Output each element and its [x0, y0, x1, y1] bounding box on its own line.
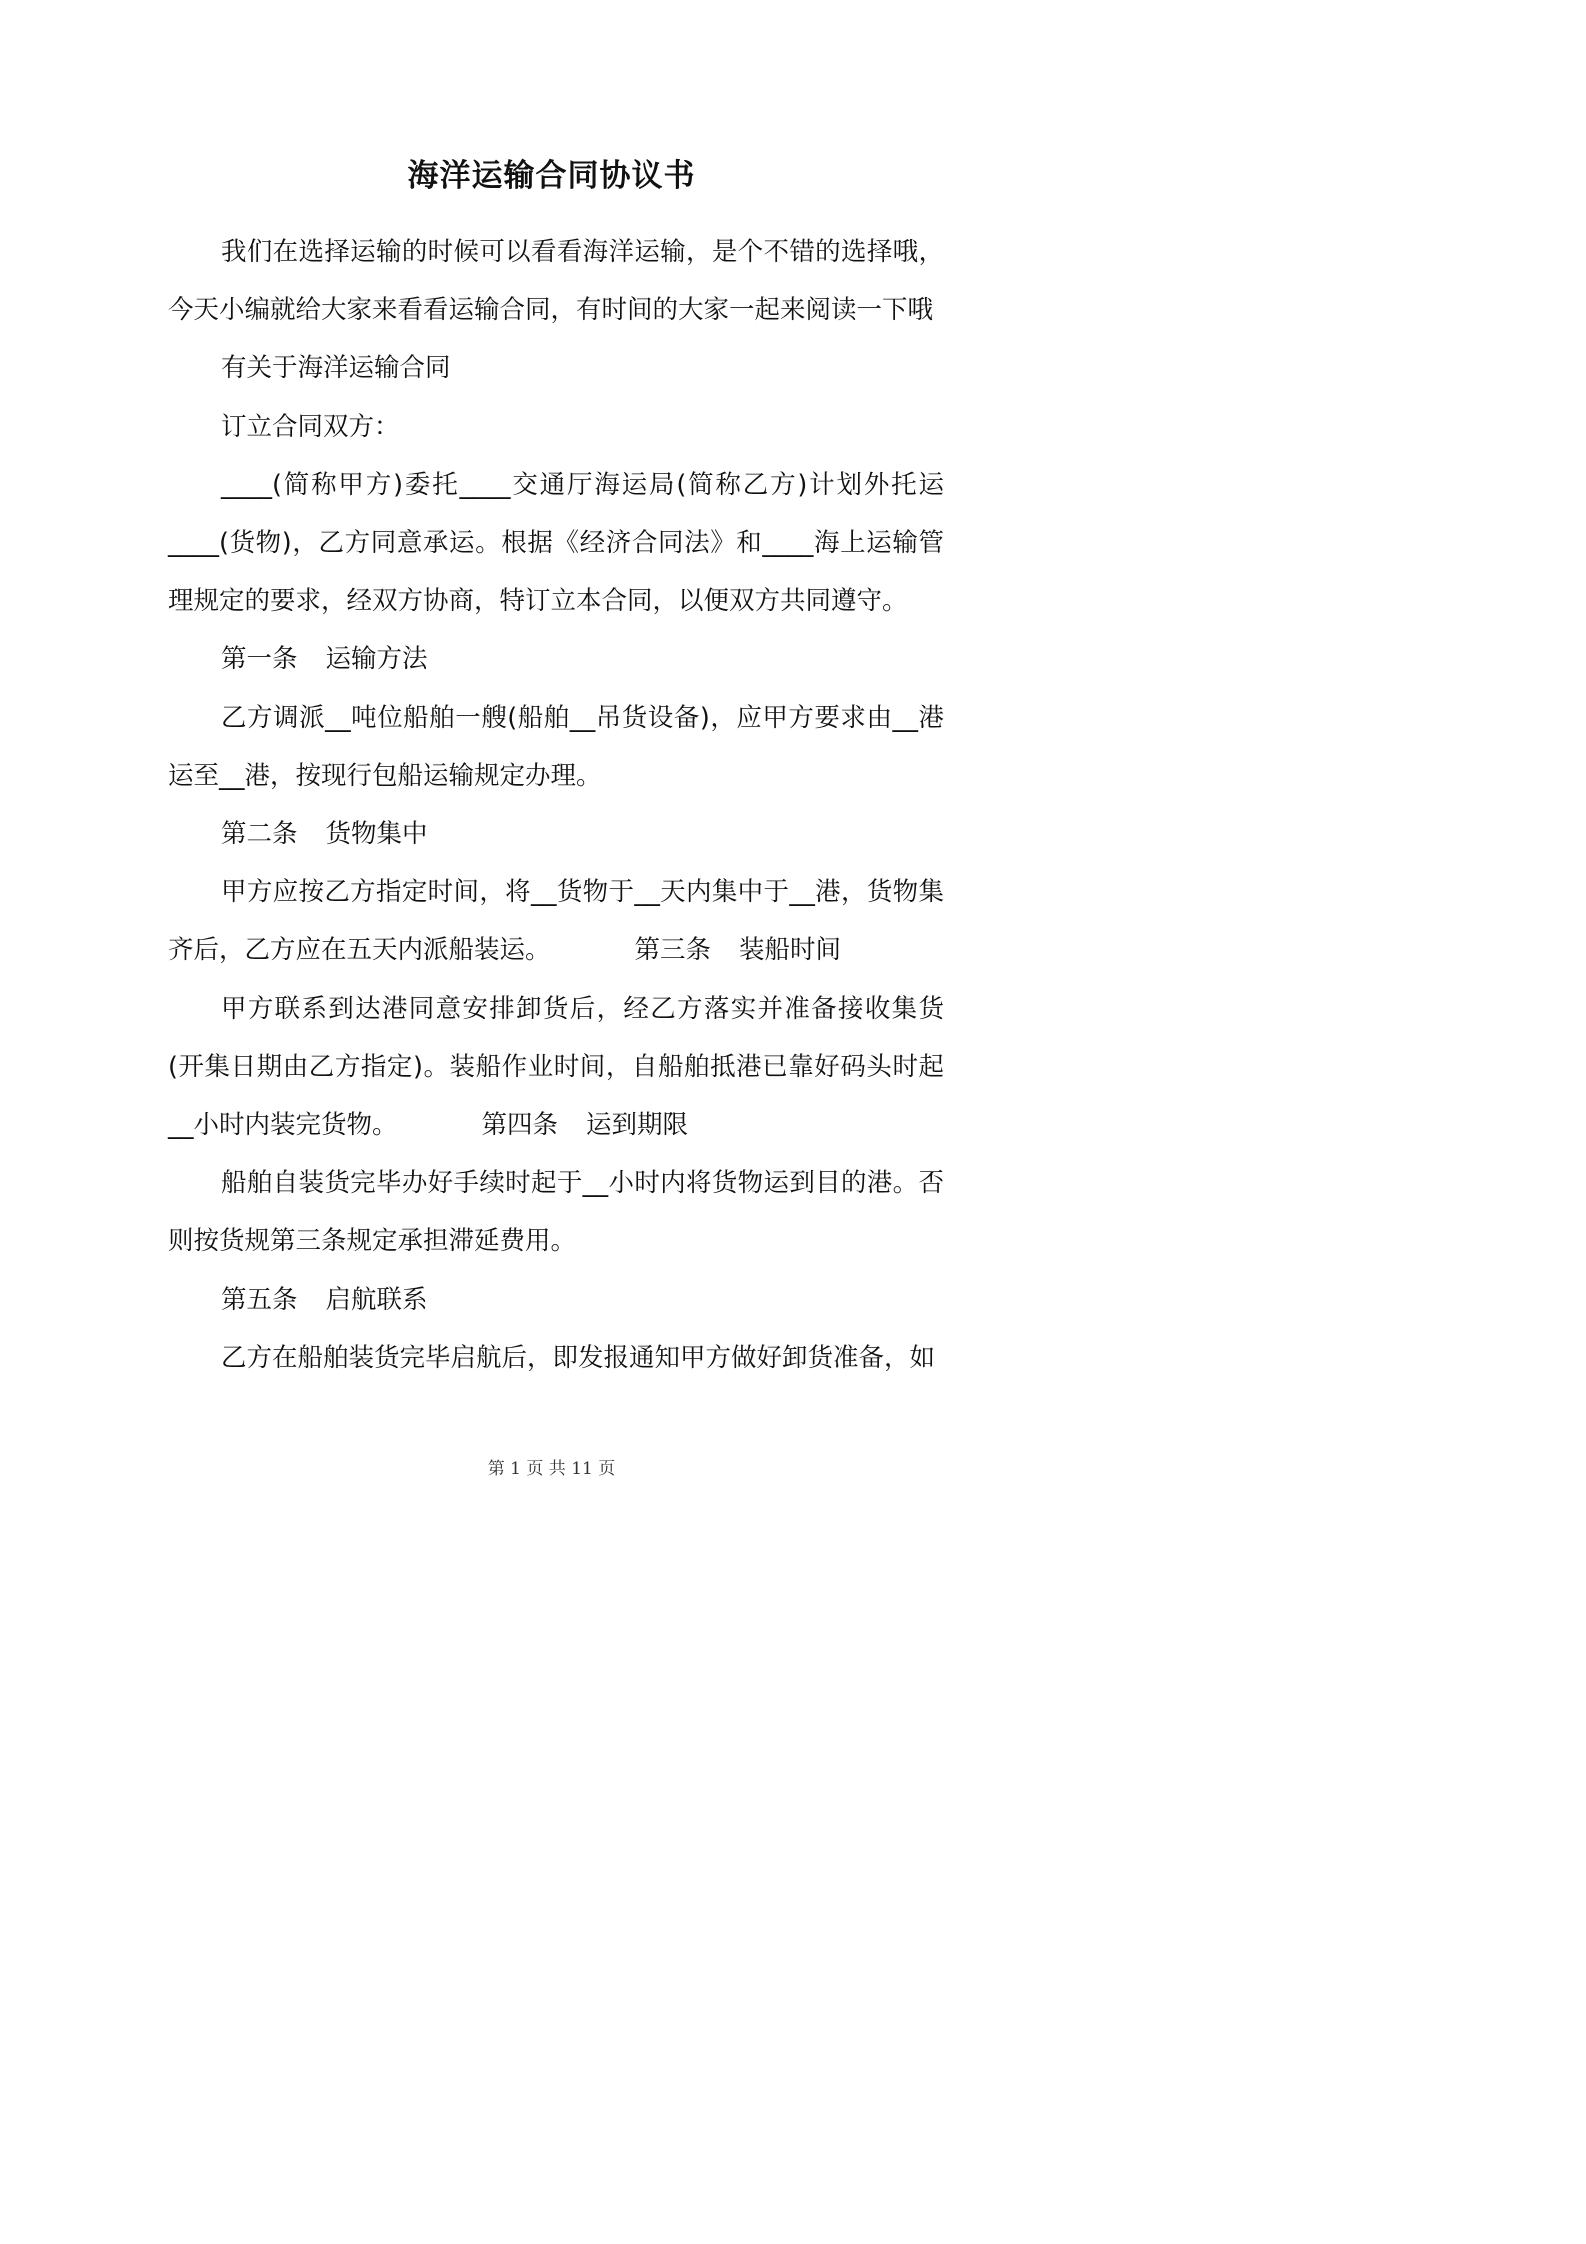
article-5-title: 启航联系 [325, 1284, 428, 1315]
article-3-text: 甲方联系到达港同意安排卸货后，经乙方落实并准备接收集货(开集日期由乙方指定)。装船作业时间，自船舶抵港已靠好码头时起__小时内装完货物。 [168, 993, 944, 1141]
article-3-number: 第三条 [634, 935, 712, 966]
article-1-heading [168, 630, 944, 688]
article-5-heading [168, 1271, 944, 1329]
page-title: 海洋运输合同协议书 [407, 158, 696, 194]
article-2-heading [168, 805, 944, 863]
article-4-title: 运到期限 [586, 1110, 689, 1141]
article-2-title: 货物集中 [325, 819, 428, 850]
article-3-title: 装船时间 [739, 935, 842, 966]
preamble-paragraph: ____(简称甲方)委托____交通厅海运局(简称乙方)计划外托运____(货物)，乙方同意承运。根据《经济合同法》和____海上运输管理规定的要求，经双方协商，特订立本合同，以便双方共同遵守。 [168, 469, 944, 617]
article-4-body: 船舶自装货完毕办好手续时起于__小时内将货物运到目的港。否则按货规第三条规定承担滞延费用。 [168, 1168, 944, 1257]
article-1-title: 运输方法 [325, 644, 428, 675]
article-5-number: 第五条 [221, 1284, 298, 1315]
article-2-text: 甲方应按乙方指定时间，将__货物于__天内集中于__港，货物集齐后，乙方应在五天内派船装运。 [168, 877, 944, 966]
article-4-number: 第四条 [481, 1110, 559, 1141]
article-3-body [168, 980, 944, 1155]
document-body [168, 223, 944, 1387]
article-5-body: 乙方在船舶装货完毕启航后，即发报通知甲方做好卸货准备，如 [221, 1342, 936, 1373]
article-2-body [168, 863, 944, 979]
page-footer: 第 1 页 共 11 页 [487, 1459, 616, 1479]
parties-heading: 订立合同双方： [221, 411, 400, 442]
intro-subheading: 有关于海洋运输合同 [221, 353, 451, 384]
article-1-number: 第一条 [221, 644, 298, 675]
article-1-body: 乙方调派__吨位船舶一艘(船舶__吊货设备)，应甲方要求由__港运至__港，按现行包船运输规定办理。 [168, 702, 944, 791]
intro-paragraph: 我们在选择运输的时候可以看看海洋运输，是个不错的选择哦，今天小编就给大家来看看运输合同，有时间的大家一起来阅读一下哦 [168, 237, 944, 326]
article-2-number: 第二条 [221, 819, 298, 850]
